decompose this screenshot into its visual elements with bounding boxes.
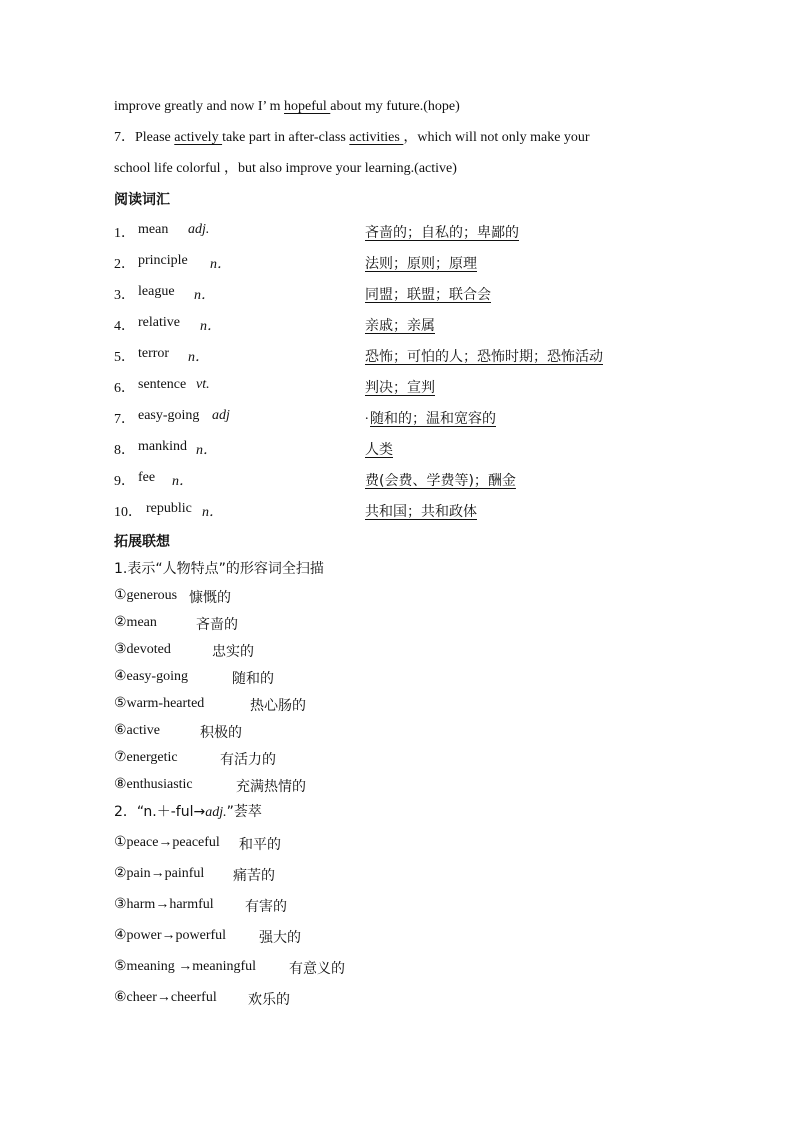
- vocab-meaning-prefix: .: [365, 408, 369, 423]
- item-meaning: 有活力的: [220, 752, 276, 768]
- item-meaning: 积极的: [200, 725, 242, 741]
- item-meaning: 强大的: [259, 930, 301, 946]
- sentence-text: 7．Please: [114, 130, 175, 145]
- list-item: [114, 776, 306, 795]
- vocab-word: relative: [138, 315, 180, 330]
- item-meaning: 吝啬的: [196, 617, 238, 633]
- item-meaning: 忠实的: [212, 644, 254, 660]
- item-meaning: 欢乐的: [248, 992, 290, 1008]
- vocab-pos: n．: [188, 350, 209, 365]
- vocab-meaning: 吝啬的；自私的；卑鄙的: [365, 225, 519, 241]
- vocab-pos: n．: [194, 288, 215, 303]
- list-item: [114, 587, 231, 606]
- item-meaning: 有意义的: [289, 961, 345, 977]
- item-label: ⑥cheer→cheerful: [114, 990, 217, 1005]
- vocab-number: 4．: [114, 319, 135, 334]
- vocab-word: republic: [146, 501, 192, 516]
- answer-blank: hopeful: [284, 99, 331, 114]
- section-heading-extension: 拓展联想: [114, 534, 170, 550]
- group-title-part: ”荟萃: [226, 804, 262, 820]
- vocab-item: [114, 284, 674, 304]
- vocab-meaning: 判决；宣判: [365, 380, 435, 396]
- sentence-text: school life colorful ，but also improve your learning.(active): [114, 161, 457, 176]
- vocab-meaning: 人类: [365, 442, 393, 458]
- item-label: ⑤warm-hearted: [114, 696, 205, 711]
- item-label: ⑥active: [114, 723, 160, 738]
- group-title-part: adj.: [205, 805, 227, 820]
- sentence-line-1: [114, 98, 460, 116]
- vocab-item: [114, 470, 674, 490]
- item-label: ⑦energetic: [114, 750, 178, 765]
- answer-blank: activities: [349, 130, 404, 145]
- vocab-item: [114, 501, 674, 521]
- vocab-word: easy-going: [138, 408, 200, 423]
- vocab-item: [114, 222, 674, 242]
- vocab-number: 2．: [114, 257, 135, 272]
- vocab-word: sentence: [138, 377, 187, 392]
- sentence-text: take part in after-class: [222, 130, 350, 145]
- item-label: ①generous: [114, 588, 178, 603]
- vocab-word: principle: [138, 253, 188, 268]
- item-label: ④power→powerful: [114, 928, 227, 943]
- sentence-text: ，which will not only make your: [403, 130, 590, 145]
- item-label: ③devoted: [114, 642, 171, 657]
- sentence-line-3: [114, 160, 457, 178]
- vocab-meaning: 恐怖；可怕的人；恐怖时期；恐怖活动: [365, 349, 603, 365]
- vocab-number: 3．: [114, 288, 135, 303]
- vocab-meaning: 随和的；温和宽容的: [370, 411, 496, 427]
- list-item: [114, 834, 281, 853]
- vocab-pos: n．: [172, 474, 193, 489]
- vocab-pos: n．: [200, 319, 221, 334]
- vocab-word: terror: [138, 346, 170, 361]
- section-heading-reading-vocab: 阅读词汇: [114, 192, 170, 208]
- vocab-number: 1．: [114, 226, 135, 241]
- item-label: ④easy-going: [114, 669, 188, 684]
- vocab-item: [114, 377, 674, 397]
- vocab-number: 7．: [114, 412, 135, 427]
- item-meaning: 和平的: [239, 837, 281, 853]
- sentence-text: about my future.(hope): [330, 99, 460, 114]
- list-item: [114, 749, 276, 768]
- list-item: [114, 865, 275, 884]
- vocab-pos: n．: [196, 443, 217, 458]
- group-title-character-adjectives: 1.表示“人物特点”的形容词全扫描: [114, 561, 324, 577]
- vocab-meaning: 费(会费、学费等)；酬金: [365, 473, 516, 489]
- item-meaning: 痛苦的: [233, 868, 275, 884]
- vocab-meaning: 法则；原则；原理: [365, 256, 477, 272]
- list-item: [114, 722, 242, 741]
- vocab-number: 10．: [114, 505, 142, 520]
- vocab-pos: adj.: [188, 222, 210, 237]
- vocab-number: 8．: [114, 443, 135, 458]
- item-label: ②mean: [114, 615, 157, 630]
- item-meaning: 随和的: [232, 671, 274, 687]
- item-meaning: 充满热情的: [236, 779, 306, 795]
- item-label: ⑧enthusiastic: [114, 777, 193, 792]
- list-item: [114, 927, 301, 946]
- vocab-meaning: 亲戚；亲属: [365, 318, 435, 334]
- vocab-meaning: 同盟；联盟；联合会: [365, 287, 491, 303]
- vocab-number: 5．: [114, 350, 135, 365]
- answer-blank: actively: [174, 130, 223, 145]
- vocab-meaning: 共和国；共和政体: [365, 504, 477, 520]
- list-item: [114, 958, 345, 977]
- vocab-number: 9．: [114, 474, 135, 489]
- item-label: ①peace→peaceful: [114, 835, 220, 850]
- vocab-word: league: [138, 284, 175, 299]
- list-item: [114, 641, 254, 660]
- vocab-word: fee: [138, 470, 156, 485]
- list-item: [114, 695, 306, 714]
- list-item: [114, 896, 287, 915]
- vocab-pos: adj: [212, 408, 230, 423]
- item-label: ⑤meaning →meaningful: [114, 959, 257, 974]
- list-item: [114, 614, 238, 633]
- vocab-pos: n．: [210, 257, 231, 272]
- sentence-text: improve greatly and now I’ m: [114, 99, 285, 114]
- vocab-item: [114, 439, 674, 459]
- vocab-pos: vt.: [196, 377, 210, 392]
- vocab-pos: n．: [202, 505, 223, 520]
- vocab-word: mean: [138, 222, 169, 237]
- list-item: [114, 668, 274, 687]
- vocab-item: [114, 315, 674, 335]
- item-meaning: 有害的: [245, 899, 287, 915]
- item-meaning: 热心肠的: [250, 698, 306, 714]
- list-item: [114, 989, 290, 1008]
- vocab-item: [114, 253, 674, 273]
- group-title-part: 2．“n.＋-ful→: [114, 804, 206, 820]
- item-meaning: 慷慨的: [189, 590, 231, 606]
- item-label: ③harm→harmful: [114, 897, 214, 912]
- vocab-item: [114, 346, 674, 366]
- vocab-word: mankind: [138, 439, 187, 454]
- vocab-number: 6．: [114, 381, 135, 396]
- item-label: ②pain→painful: [114, 866, 205, 881]
- vocab-item: [114, 408, 674, 428]
- group-title-ful-adjectives: [114, 803, 262, 822]
- sentence-line-2: [114, 129, 590, 147]
